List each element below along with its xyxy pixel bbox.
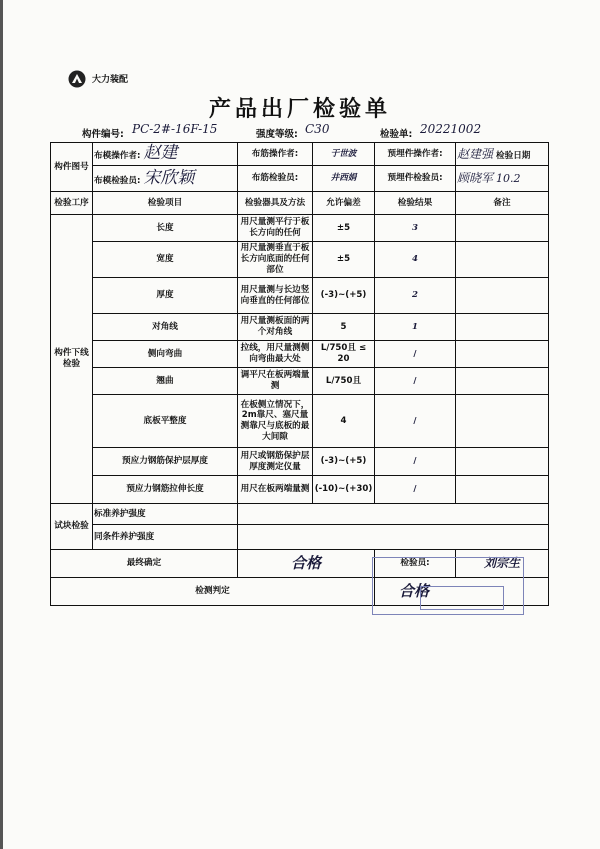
table-row <box>51 395 549 448</box>
item-tolerance: 5 <box>313 314 375 341</box>
col-result: 检验结果 <box>375 192 456 215</box>
embed-operator-label: 预埋件操作者: <box>375 143 456 166</box>
inspection-table <box>50 142 549 606</box>
trial-same-value <box>238 525 549 550</box>
item-result: 4 <box>375 242 456 278</box>
table-row <box>51 314 549 341</box>
item-result: / <box>375 476 456 504</box>
trial-same-label: 同条件养护强度 <box>93 525 238 550</box>
operator-row <box>51 143 549 166</box>
trial-row-same <box>51 525 549 550</box>
table-row <box>51 476 549 504</box>
item-remarks <box>456 368 549 395</box>
table-row <box>51 368 549 395</box>
strength-label: 强度等级: <box>256 129 298 140</box>
judgement-value: 合格 <box>375 578 549 606</box>
item-result: 2 <box>375 278 456 314</box>
group-label: 构件下线检验 <box>51 215 93 504</box>
inspect-no-label: 检验单: <box>380 129 413 140</box>
table-row <box>51 242 549 278</box>
inspector-row <box>51 166 549 192</box>
item-tolerance: 4 <box>313 395 375 448</box>
item-method: 在板侧立情况下，2m靠尺、塞尺量测靠尺与底板的最大间隙 <box>238 395 313 448</box>
table-row <box>51 448 549 476</box>
rebar-operator-value: 于世波 <box>313 143 375 166</box>
item-tolerance: (-3)~(+5) <box>313 278 375 314</box>
rebar-inspector-label: 布筋检验员: <box>238 166 313 192</box>
page-title: 产品出厂检验单 <box>208 97 391 122</box>
formwork-inspector-value: 宋欣颖 <box>143 167 195 188</box>
item-result: / <box>375 448 456 476</box>
formwork-operator-label: 布模操作者: <box>94 151 141 162</box>
formwork-inspector-cell <box>93 166 238 192</box>
item-remarks <box>456 278 549 314</box>
item-method: 用尺在板两端量测 <box>238 476 313 504</box>
item-name: 长度 <box>93 215 238 242</box>
trial-label: 试块检验 <box>51 504 93 550</box>
item-name: 对角线 <box>93 314 238 341</box>
item-tolerance: (-3)~(+5) <box>313 448 375 476</box>
item-remarks <box>456 395 549 448</box>
rebar-inspector-value: 井西娟 <box>313 166 375 192</box>
final-inspector-label: 检验员: <box>375 550 456 578</box>
item-result: 3 <box>375 215 456 242</box>
embed-operator-value: 赵建强 <box>457 146 494 161</box>
item-remarks <box>456 476 549 504</box>
item-tolerance: L/750且 ≤ 20 <box>313 341 375 368</box>
embed-inspector-label: 预埋件检验员: <box>375 166 456 192</box>
item-method: 用尺量测板面的两个对角线 <box>238 314 313 341</box>
company-name: 大力装配 <box>92 75 129 85</box>
item-method: 用尺或钢筋保护层厚度测定仪量 <box>238 448 313 476</box>
column-header-row <box>51 192 549 215</box>
item-method: 调平尺在板两端量测 <box>238 368 313 395</box>
embed-date-cell <box>456 143 549 166</box>
col-item: 检验项目 <box>93 192 238 215</box>
final-value: 合格 <box>238 550 375 578</box>
trial-standard-value <box>238 504 549 525</box>
item-name: 预应力钢筋保护层厚度 <box>93 448 238 476</box>
item-remarks <box>456 242 549 278</box>
table-row <box>51 215 549 242</box>
inspect-no-value: 20221002 <box>420 122 482 136</box>
company-logo-icon <box>68 70 86 88</box>
inspect-date-label: 检验日期 <box>496 150 531 161</box>
formwork-operator-cell <box>93 143 238 166</box>
item-tolerance: L/750且 <box>313 368 375 395</box>
trial-standard-label: 标准养护强度 <box>93 504 238 525</box>
final-label: 最终确定 <box>51 550 238 578</box>
item-remarks <box>456 341 549 368</box>
item-name: 厚度 <box>93 278 238 314</box>
rebar-operator-label: 布筋操作者: <box>238 143 313 166</box>
item-name: 预应力钢筋拉伸长度 <box>93 476 238 504</box>
item-method: 用尺量测垂直于板长方向底面的任何部位 <box>238 242 313 278</box>
item-name: 底板平整度 <box>93 395 238 448</box>
item-name: 翘曲 <box>93 368 238 395</box>
item-tolerance: (-10)~(+30) <box>313 476 375 504</box>
item-tolerance: ±5 <box>313 215 375 242</box>
formwork-operator-value: 赵建 <box>143 143 178 164</box>
item-result: / <box>375 395 456 448</box>
item-name: 侧向弯曲 <box>93 341 238 368</box>
member-no-value: PC-2#-16F-15 <box>132 122 218 136</box>
col-remarks: 备注 <box>456 192 549 215</box>
item-name: 宽度 <box>93 242 238 278</box>
item-result: 1 <box>375 314 456 341</box>
col-method: 检验器具及方法 <box>238 192 313 215</box>
strength-value: C30 <box>305 122 330 136</box>
embed-inspector-value: 顾晓军 <box>457 171 494 185</box>
formwork-inspector-label: 布模检验员: <box>94 175 141 186</box>
item-method: 用尺量测与长边竖向垂直的任何部位 <box>238 278 313 314</box>
col-process: 检验工序 <box>51 192 93 215</box>
item-result: / <box>375 341 456 368</box>
page-edge <box>0 0 3 849</box>
table-row <box>51 341 549 368</box>
item-remarks <box>456 215 549 242</box>
item-result: / <box>375 368 456 395</box>
item-method: 用尺量测平行于板长方向的任何 <box>238 215 313 242</box>
table-row <box>51 278 549 314</box>
final-inspector-value: 刘宗生 <box>456 550 549 578</box>
trial-row-standard <box>51 504 549 525</box>
member-no-label: 构件编号: <box>82 129 124 140</box>
inspect-date-value: 10.2 <box>496 172 521 185</box>
item-tolerance: ±5 <box>313 242 375 278</box>
item-method: 拉线，用尺量测侧向弯曲最大处 <box>238 341 313 368</box>
drawing-no-label: 构件图号 <box>51 143 93 192</box>
item-remarks <box>456 448 549 476</box>
col-tolerance: 允许偏差 <box>313 192 375 215</box>
embed-inspector-date-cell <box>456 166 549 192</box>
item-remarks <box>456 314 549 341</box>
stamp-inner-box <box>420 586 504 610</box>
judgement-label: 检测判定 <box>51 578 375 606</box>
